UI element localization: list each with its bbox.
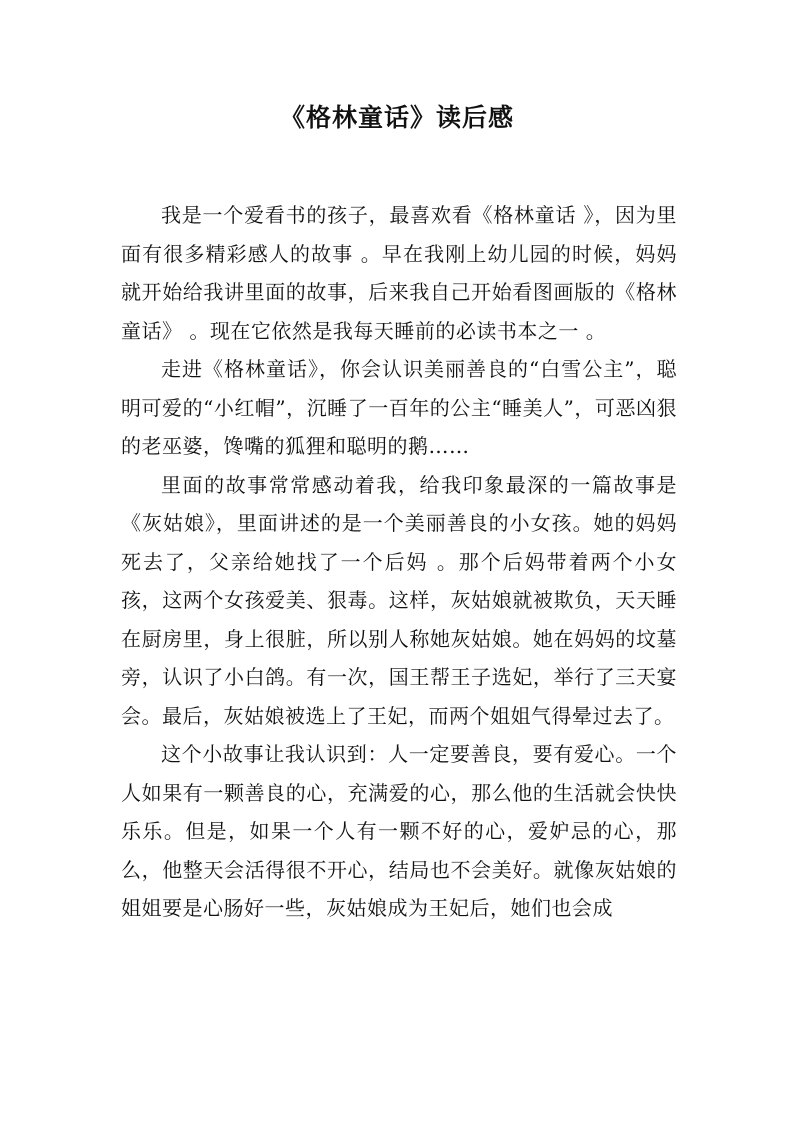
paragraph-4: 这个小故事让我认识到：人一定要善良，要有爱心。一个人如果有一颗善良的心，充满爱的心，那么他的生活就会快快乐乐。但是，如果一个人有一颗不好的心，爱妒忌的心，那么，他整天会活得很不开心，结局也不会美好。就像灰姑娘的姐姐要是心肠好一些，灰姑娘成为王妃后，她们也会成: [121, 742, 677, 920]
document-title: 《格林童话》读后感: [279, 103, 514, 132]
paragraph-1: 我是一个爱看书的孩子，最喜欢看《格林童话 》，因为里面有很多精彩感人的故事 。早在我刚上幼儿园的时候，妈妈就开始给我讲里面的故事，后来我自己开始看图画版的《格林童话》 。现在它依然是我每天睡前的必读书本之一 。: [121, 203, 677, 343]
paragraph-3: 里面的故事常常感动着我，给我印象最深的一篇故事是《灰姑娘》，里面讲述的是一个美丽善良的小女孩。她的妈妈死去了，父亲给她找了一个后妈 。那个后妈带着两个小女孩，这两个女孩爱美、狠毒。这样，灰姑娘就被欺负，天天睡在厨房里，身上很脏，所以别人称她灰姑娘。她在妈妈的坟墓旁，认识了小白鸽。有一次，国王帮王子选妃，举行了三天宴会。最后，灰姑娘被选上了王妃，而两个姐姐气得晕过去了。: [121, 472, 677, 728]
document-body: [121, 196, 677, 928]
paragraph-2: 走进《格林童话》，你会认识美丽善良的“白雪公主”，聪明可爱的“小红帽”，沉睡了一百年的公主“睡美人”，可恶凶狠的老巫婆，馋嘴的狐狸和聪明的鹅……: [121, 357, 677, 458]
